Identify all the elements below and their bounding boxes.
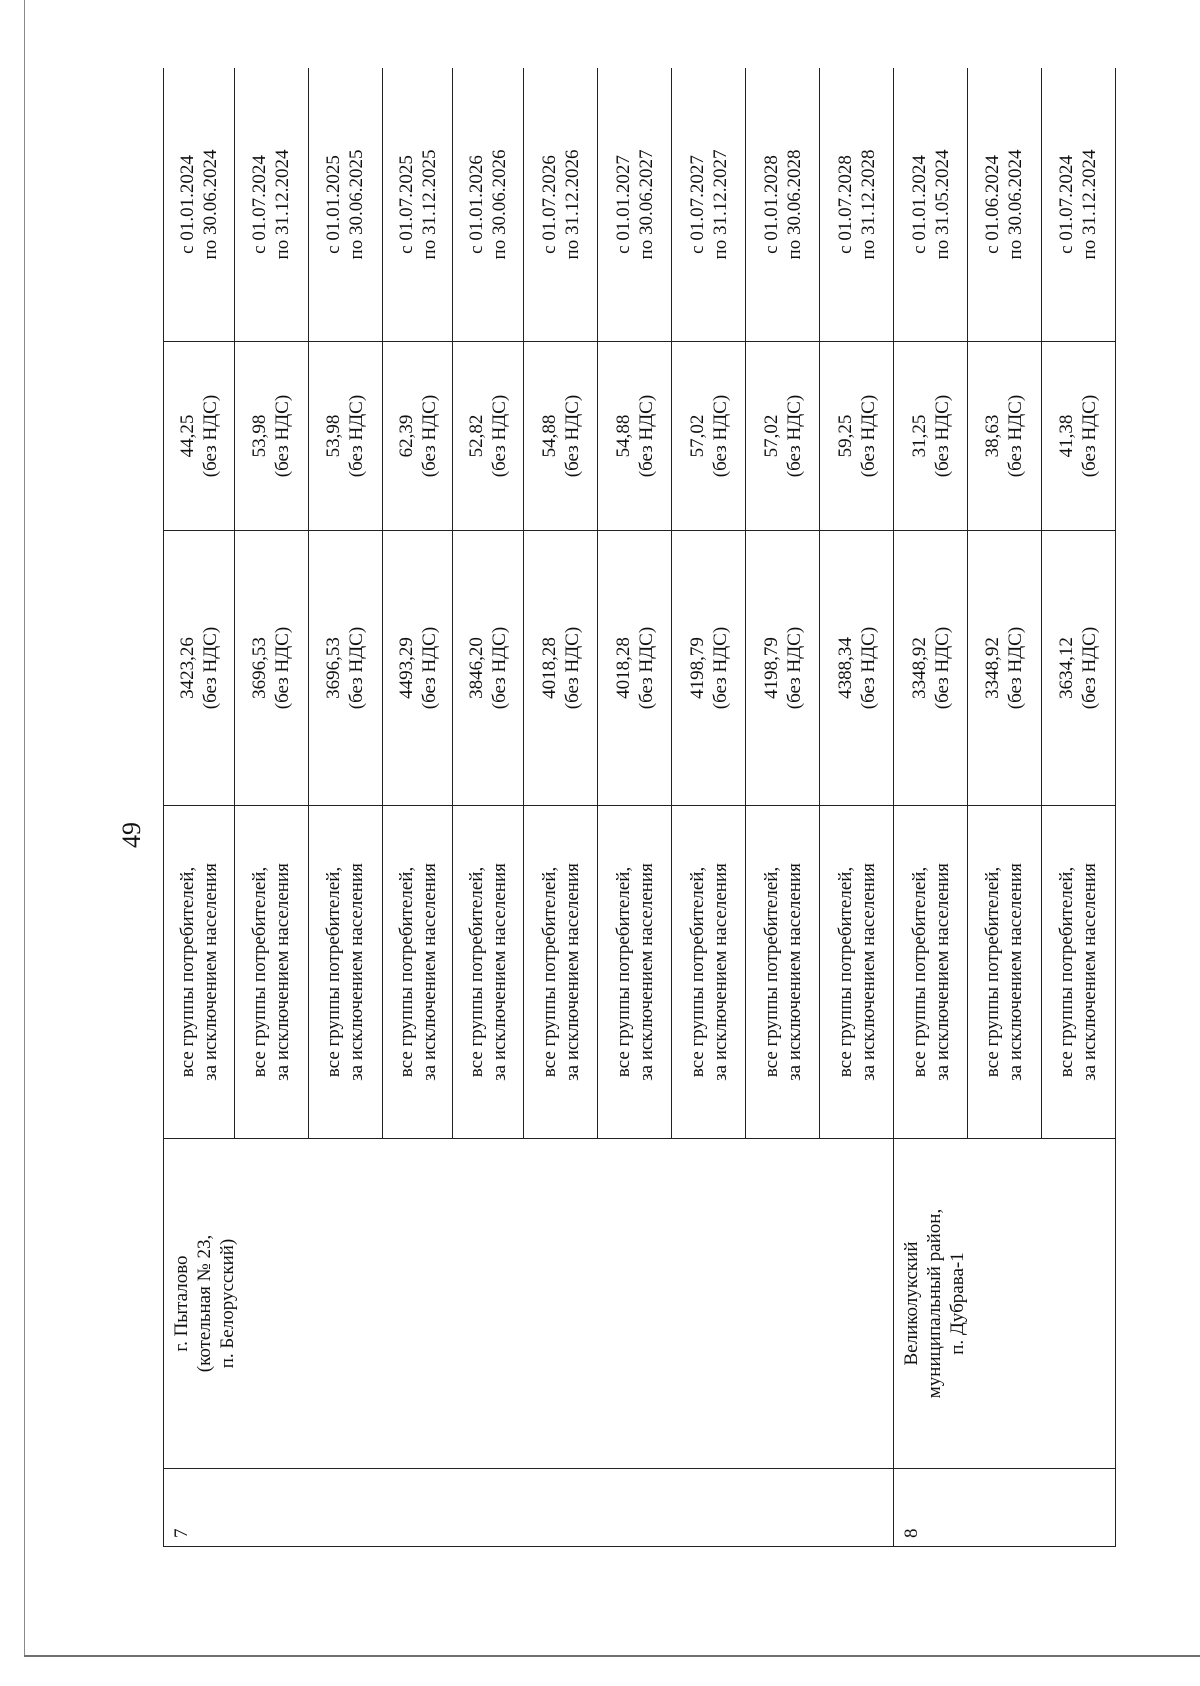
consumer-group-line: за исключением населения: [857, 863, 879, 1081]
tariff-1-value: 4198,79: [686, 637, 708, 699]
period-from: с 01.01.2026: [466, 155, 488, 254]
consumer-group-cell: [894, 806, 968, 1139]
tariff-2-note: (без НДС): [272, 394, 294, 478]
tariff-1-note: (без НДС): [931, 626, 953, 710]
period-to: по 30.06.2027: [635, 149, 657, 260]
period-from: с 01.07.2024: [249, 155, 271, 254]
period-cell: [453, 68, 524, 342]
tariff-2-value: 54,88: [612, 414, 634, 458]
period-from: с 01.07.2028: [834, 155, 856, 254]
consumer-group-line: все группы потребителей,: [908, 866, 930, 1078]
tariff-2-value: 59,25: [834, 414, 856, 458]
tariff-1-note: (без НДС): [857, 626, 879, 710]
tariff-2-cell: [746, 342, 820, 531]
territory-line: п. Дубрава-1: [947, 1252, 969, 1355]
consumer-group-line: за исключением населения: [199, 863, 221, 1081]
tariff-2-value: 38,63: [982, 414, 1004, 458]
tariff-2-note: (без НДС): [931, 394, 953, 478]
tariff-1-note: (без НДС): [1079, 626, 1101, 710]
tariff-2-cell: [894, 342, 968, 531]
tariff-1-note: (без НДС): [635, 626, 657, 710]
row-number: 7: [171, 1528, 192, 1538]
tariff-2-value: 57,02: [686, 414, 708, 458]
period-from: с 01.01.2028: [760, 155, 782, 254]
territory-line: (котельная № 23,: [194, 1234, 215, 1373]
period-from: с 01.06.2024: [982, 155, 1004, 254]
tariff-1-value: 3423,26: [176, 637, 198, 699]
period-to: по 31.05.2024: [931, 149, 953, 260]
territory-line: Великолукский: [901, 1241, 923, 1366]
tariff-1-cell: [968, 531, 1042, 806]
tariff-1-cell: [524, 531, 598, 806]
period-to: по 31.12.2026: [561, 149, 583, 260]
consumer-group-line: за исключением населения: [346, 863, 368, 1081]
tariff-1-note: (без НДС): [272, 626, 294, 710]
territory-cell: [894, 1139, 1116, 1469]
consumer-group-cell: [453, 806, 524, 1139]
tariff-2-cell: [968, 342, 1042, 531]
table-row: [894, 68, 968, 1547]
territory-line: г. Пыталово: [171, 1255, 192, 1352]
tariff-1-value: 4198,79: [760, 637, 782, 699]
consumer-group-cell: [598, 806, 672, 1139]
period-cell: [746, 68, 820, 342]
period-cell: [308, 68, 382, 342]
tariff-1-value: 3696,53: [323, 637, 345, 699]
tariff-1-cell: [164, 531, 235, 806]
tariff-2-value: 52,82: [466, 414, 488, 458]
period-cell: [164, 68, 235, 342]
consumer-group-cell: [820, 806, 894, 1139]
period-to: по 31.12.2025: [418, 149, 440, 260]
tariff-2-note: (без НДС): [857, 394, 879, 478]
tariff-2-value: 54,88: [538, 414, 560, 458]
consumer-group-cell: [524, 806, 598, 1139]
period-cell: [672, 68, 746, 342]
tariff-2-value: 41,38: [1056, 414, 1078, 458]
tariff-2-cell: [164, 342, 235, 531]
tariff-2-cell: [820, 342, 894, 531]
consumer-group-line: за исключением населения: [272, 863, 294, 1081]
tariff-2-note: (без НДС): [199, 394, 221, 478]
tariff-1-cell: [234, 531, 308, 806]
tariff-2-note: (без НДС): [346, 394, 368, 478]
tariff-1-cell: [894, 531, 968, 806]
tariff-1-value: 4493,29: [395, 637, 417, 699]
page-number: 49: [117, 822, 146, 848]
tariff-1-cell: [820, 531, 894, 806]
tariff-2-value: 31,25: [908, 414, 930, 458]
consumer-group-line: все группы потребителей,: [249, 866, 271, 1078]
tariff-1-cell: [382, 531, 453, 806]
period-from: с 01.01.2025: [323, 155, 345, 254]
tariff-2-note: (без НДС): [489, 394, 511, 478]
tariff-2-cell: [234, 342, 308, 531]
tariff-1-value: 3634,12: [1056, 637, 1078, 699]
table-row: [164, 68, 235, 1547]
row-number-cell: [164, 1469, 894, 1547]
tariff-1-note: (без НДС): [1005, 626, 1027, 710]
tariff-1-value: 3348,92: [982, 637, 1004, 699]
period-to: по 31.12.2024: [272, 149, 294, 260]
period-from: с 01.01.2024: [908, 155, 930, 254]
period-to: по 30.06.2025: [346, 149, 368, 260]
territory-line: муниципальный район,: [924, 1208, 946, 1399]
period-from: с 01.07.2027: [686, 155, 708, 254]
consumer-group-line: за исключением населения: [489, 863, 511, 1081]
consumer-group-line: все группы потребителей,: [1056, 866, 1078, 1078]
tariff-1-cell: [308, 531, 382, 806]
tariff-2-value: 57,02: [760, 414, 782, 458]
period-to: по 31.12.2027: [709, 149, 731, 260]
tariff-1-note: (без НДС): [346, 626, 368, 710]
consumer-group-line: за исключением населения: [709, 863, 731, 1081]
period-to: по 30.06.2026: [489, 149, 511, 260]
consumer-group-line: все группы потребителей,: [323, 866, 345, 1078]
tariff-2-value: 53,98: [249, 414, 271, 458]
consumer-group-cell: [164, 806, 235, 1139]
consumer-group-line: все группы потребителей,: [612, 866, 634, 1078]
consumer-group-line: все группы потребителей,: [686, 866, 708, 1078]
row-number-cell: [894, 1469, 1116, 1547]
tariff-1-value: 4388,34: [834, 637, 856, 699]
tariff-2-cell: [524, 342, 598, 531]
tariff-1-value: 4018,28: [612, 637, 634, 699]
tariff-1-note: (без НДС): [489, 626, 511, 710]
territory-cell: [164, 1139, 894, 1469]
tariff-2-note: (без НДС): [1005, 394, 1027, 478]
consumer-group-line: за исключением населения: [1079, 863, 1101, 1081]
tariff-1-note: (без НДС): [199, 626, 221, 710]
tariff-1-value: 3846,20: [466, 637, 488, 699]
period-cell: [894, 68, 968, 342]
consumer-group-line: за исключением населения: [561, 863, 583, 1081]
period-from: с 01.01.2024: [176, 155, 198, 254]
consumer-group-line: за исключением населения: [783, 863, 805, 1081]
tariff-2-value: 53,98: [323, 414, 345, 458]
consumer-group-line: все группы потребителей,: [834, 866, 856, 1078]
tariff-2-cell: [308, 342, 382, 531]
consumer-group-cell: [672, 806, 746, 1139]
tariff-1-cell: [598, 531, 672, 806]
page-bottom-edge: [24, 1655, 1200, 1657]
page-left-edge: [24, 0, 25, 1655]
tariff-1-note: (без НДС): [418, 626, 440, 710]
period-from: с 01.01.2027: [612, 155, 634, 254]
tariff-2-value: 62,39: [395, 414, 417, 458]
tariff-2-cell: [382, 342, 453, 531]
tariff-1-note: (без НДС): [783, 626, 805, 710]
period-cell: [524, 68, 598, 342]
tariff-2-note: (без НДС): [1079, 394, 1101, 478]
tariff-table: [163, 68, 1116, 1547]
consumer-group-cell: [382, 806, 453, 1139]
tariff-2-note: (без НДС): [418, 394, 440, 478]
tariff-1-cell: [746, 531, 820, 806]
period-cell: [968, 68, 1042, 342]
tariff-1-cell: [453, 531, 524, 806]
period-cell: [382, 68, 453, 342]
tariff-1-value: 3348,92: [908, 637, 930, 699]
period-to: по 31.12.2028: [857, 149, 879, 260]
period-cell: [820, 68, 894, 342]
consumer-group-line: за исключением населения: [931, 863, 953, 1081]
consumer-group-cell: [968, 806, 1042, 1139]
period-to: по 30.06.2024: [1005, 149, 1027, 260]
consumer-group-cell: [308, 806, 382, 1139]
tariff-2-cell: [453, 342, 524, 531]
period-from: с 01.07.2026: [538, 155, 560, 254]
period-cell: [234, 68, 308, 342]
tariff-2-cell: [598, 342, 672, 531]
consumer-group-line: все группы потребителей,: [176, 866, 198, 1078]
territory-line: п. Белорусский): [217, 1238, 238, 1369]
row-number: 8: [901, 1528, 923, 1538]
period-to: по 30.06.2024: [199, 149, 221, 260]
tariff-table-rotated: [163, 68, 1116, 1547]
tariff-2-note: (без НДС): [709, 394, 731, 478]
tariff-2-cell: [1041, 342, 1115, 531]
tariff-2-note: (без НДС): [635, 394, 657, 478]
tariff-2-note: (без НДС): [783, 394, 805, 478]
tariff-1-cell: [672, 531, 746, 806]
tariff-1-cell: [1041, 531, 1115, 806]
tariff-1-value: 3696,53: [249, 637, 271, 699]
period-from: с 01.07.2024: [1056, 155, 1078, 254]
consumer-group-cell: [1041, 806, 1115, 1139]
consumer-group-line: все группы потребителей,: [466, 866, 488, 1078]
tariff-2-cell: [672, 342, 746, 531]
period-to: по 30.06.2028: [783, 149, 805, 260]
tariff-2-value: 44,25: [176, 414, 198, 458]
consumer-group-line: все группы потребителей,: [395, 866, 417, 1078]
period-to: по 31.12.2024: [1079, 149, 1101, 260]
consumer-group-line: все группы потребителей,: [760, 866, 782, 1078]
period-cell: [1041, 68, 1115, 342]
period-from: с 01.07.2025: [395, 155, 417, 254]
period-cell: [598, 68, 672, 342]
tariff-table-body: [164, 68, 1116, 1547]
consumer-group-cell: [746, 806, 820, 1139]
tariff-2-note: (без НДС): [561, 394, 583, 478]
consumer-group-line: все группы потребителей,: [982, 866, 1004, 1078]
tariff-table-area: [163, 68, 1116, 1547]
consumer-group-line: все группы потребителей,: [538, 866, 560, 1078]
consumer-group-cell: [234, 806, 308, 1139]
consumer-group-line: за исключением населения: [418, 863, 440, 1081]
tariff-1-value: 4018,28: [538, 637, 560, 699]
tariff-1-note: (без НДС): [561, 626, 583, 710]
tariff-1-note: (без НДС): [709, 626, 731, 710]
consumer-group-line: за исключением населения: [1005, 863, 1027, 1081]
consumer-group-line: за исключением населения: [635, 863, 657, 1081]
